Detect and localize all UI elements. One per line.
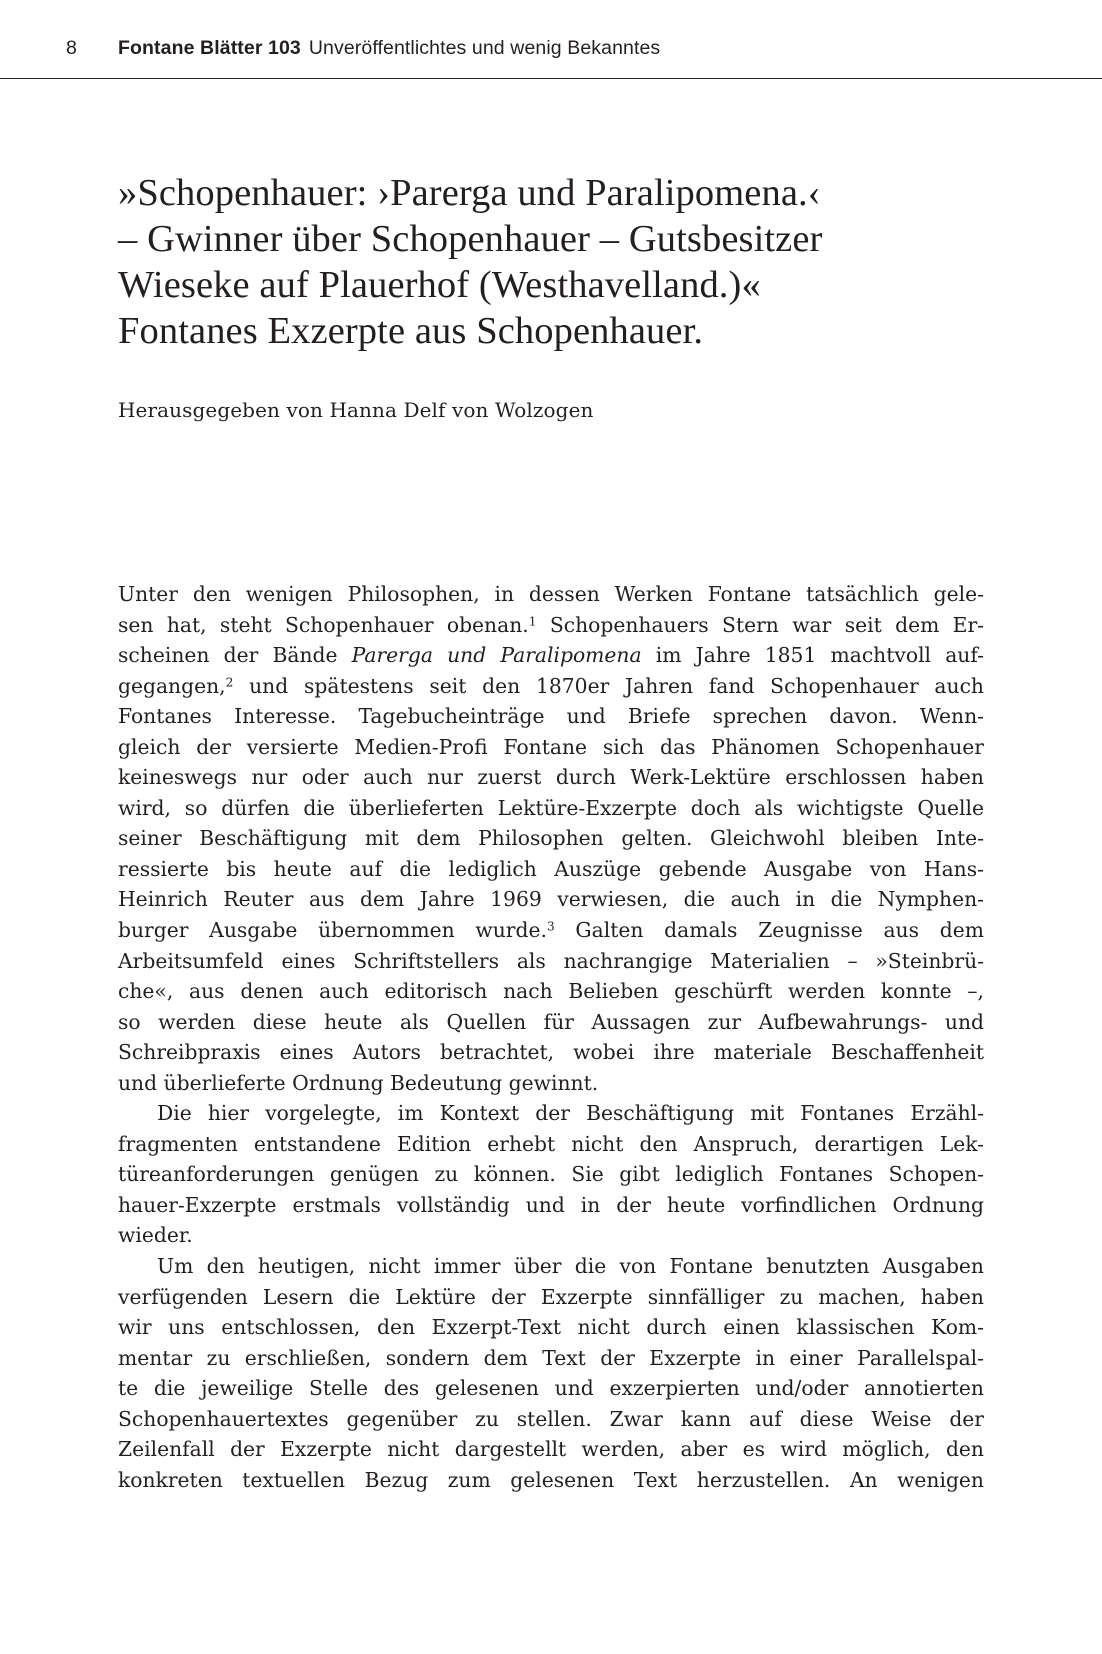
title-line: »Schopenhauer: ›Parerga und Paralipomena.‹: [118, 172, 821, 214]
body-line: Die hier vorgelegte, im Kontext der Beschäftigung mit Fontanes Erzähl-: [157, 1101, 984, 1126]
body-line: burger Ausgabe übernommen wurde.$^3$ Galten damals Zeugnisse aus dem: [118, 918, 984, 943]
body-line: seiner Beschäftigung mit dem Philosophen gelten. Gleichwohl bleiben Inte-: [118, 826, 984, 851]
body-line: Um den heutigen, nicht immer über die von Fontane benutzten Ausgaben: [157, 1254, 984, 1279]
body-line: und überlieferte Ordnung Bedeutung gewinnt.: [118, 1070, 599, 1095]
footnote-marker[interactable]: 3: [546, 919, 555, 934]
body-line: Schreibpraxis eines Autors betrachtet, wobei ihre materiale Beschaffenheit: [118, 1040, 984, 1065]
body-line: Heinrich Reuter aus dem Jahre 1969 verwiesen, die auch in die Nymphen-: [118, 887, 984, 912]
body-line: Zeilenfall der Exzerpte nicht dargestellt werden, aber es wird möglich, den: [118, 1437, 984, 1462]
footnote-marker[interactable]: 2: [225, 674, 234, 689]
editor-byline: Herausgegeben von Hanna Delf von Wolzogen: [118, 398, 594, 422]
article-title: [118, 170, 1018, 354]
body-line: keineswegs nur oder auch nur zuerst durch Werk-Lektüre erschlossen haben: [118, 765, 984, 790]
book-title-italic: Parerga und Paralipomena: [351, 643, 642, 668]
body-line: te die jeweilige Stelle des gelesenen und exzerpierten und/oder annotierten: [118, 1376, 984, 1401]
body-line: ressierte bis heute auf die lediglich Auszüge gebende Ausgabe von Hans-: [118, 856, 984, 881]
body-line: gegangen,$^2$ und spätestens seit den 1870er Jahren fand Schopenhauer auch: [118, 673, 984, 698]
body-line: sen hat, steht Schopenhauer obenan.$^1$ Schopenhauers Stern war seit dem Er-: [118, 612, 984, 637]
body-line: hauer-Exzerpte erstmals vollständig und in der heute vorfindlichen Ordnung: [118, 1192, 984, 1217]
body-text: [118, 579, 984, 1495]
body-line: gleich der versierte Medien-Profi Fontane sich das Phänomen Schopenhauer: [118, 734, 984, 759]
section-title: Unveröffentlichtes und wenig Bekanntes: [308, 37, 661, 59]
body-line: scheinen der Bände Parerga und Paralipomena im Jahre 1851 machtvoll auf-: [118, 643, 984, 668]
journal-title: Fontane Blätter 103: [118, 37, 301, 59]
footnote-marker[interactable]: 1: [528, 613, 537, 628]
body-line: wir uns entschlossen, den Exzerpt-Text nicht durch einen klassischen Kom-: [118, 1315, 984, 1340]
body-line: che«, aus denen auch editorisch nach Belieben geschürft werden konnte –,: [118, 979, 984, 1004]
body-line: Arbeitsumfeld eines Schriftstellers als nachrangige Materialien – »Steinbrü-: [118, 948, 984, 973]
body-line: wird, so dürfen die überlieferten Lektüre-Exzerpte doch als wichtigste Quelle: [118, 795, 984, 820]
body-line: Unter den wenigen Philosophen, in dessen Werken Fontane tatsächlich gele-: [118, 582, 984, 606]
body-line: fragmenten entstandene Edition erhebt nicht den Anspruch, derartigen Lek-: [118, 1131, 984, 1156]
body-line: so werden diese heute als Quellen für Aussagen zur Aufbewahrungs- und: [118, 1009, 984, 1034]
body-line: Fontanes Interesse. Tagebucheinträge und Briefe sprechen davon. Wenn-: [118, 704, 984, 729]
page-number: 8: [66, 37, 77, 59]
running-head: [0, 0, 1102, 79]
running-head-text: [66, 37, 660, 60]
body-line: konkreten textuellen Bezug zum gelesenen Text herzustellen. An wenigen: [118, 1467, 984, 1492]
body-line: mentar zu erschließen, sondern dem Text der Exzerpte in einer Parallelspal-: [118, 1345, 984, 1370]
body-line: türeanforderungen genügen zu können. Sie gibt lediglich Fontanes Schopen-: [118, 1162, 984, 1187]
body-line: wieder.: [118, 1223, 193, 1248]
body-line: Schopenhauertextes gegenüber zu stellen. Zwar kann auf diese Weise der: [118, 1406, 984, 1431]
title-line: Fontanes Exzerpte aus Schopenhauer.: [118, 310, 704, 352]
body-line: verfügenden Lesern die Lektüre der Exzerpte sinnfälliger zu machen, haben: [118, 1284, 984, 1309]
title-line: – Gwinner über Schopenhauer – Gutsbesitzer: [118, 218, 823, 260]
title-line: Wieseke auf Plauerhof (Westhavelland.)«: [118, 264, 761, 306]
